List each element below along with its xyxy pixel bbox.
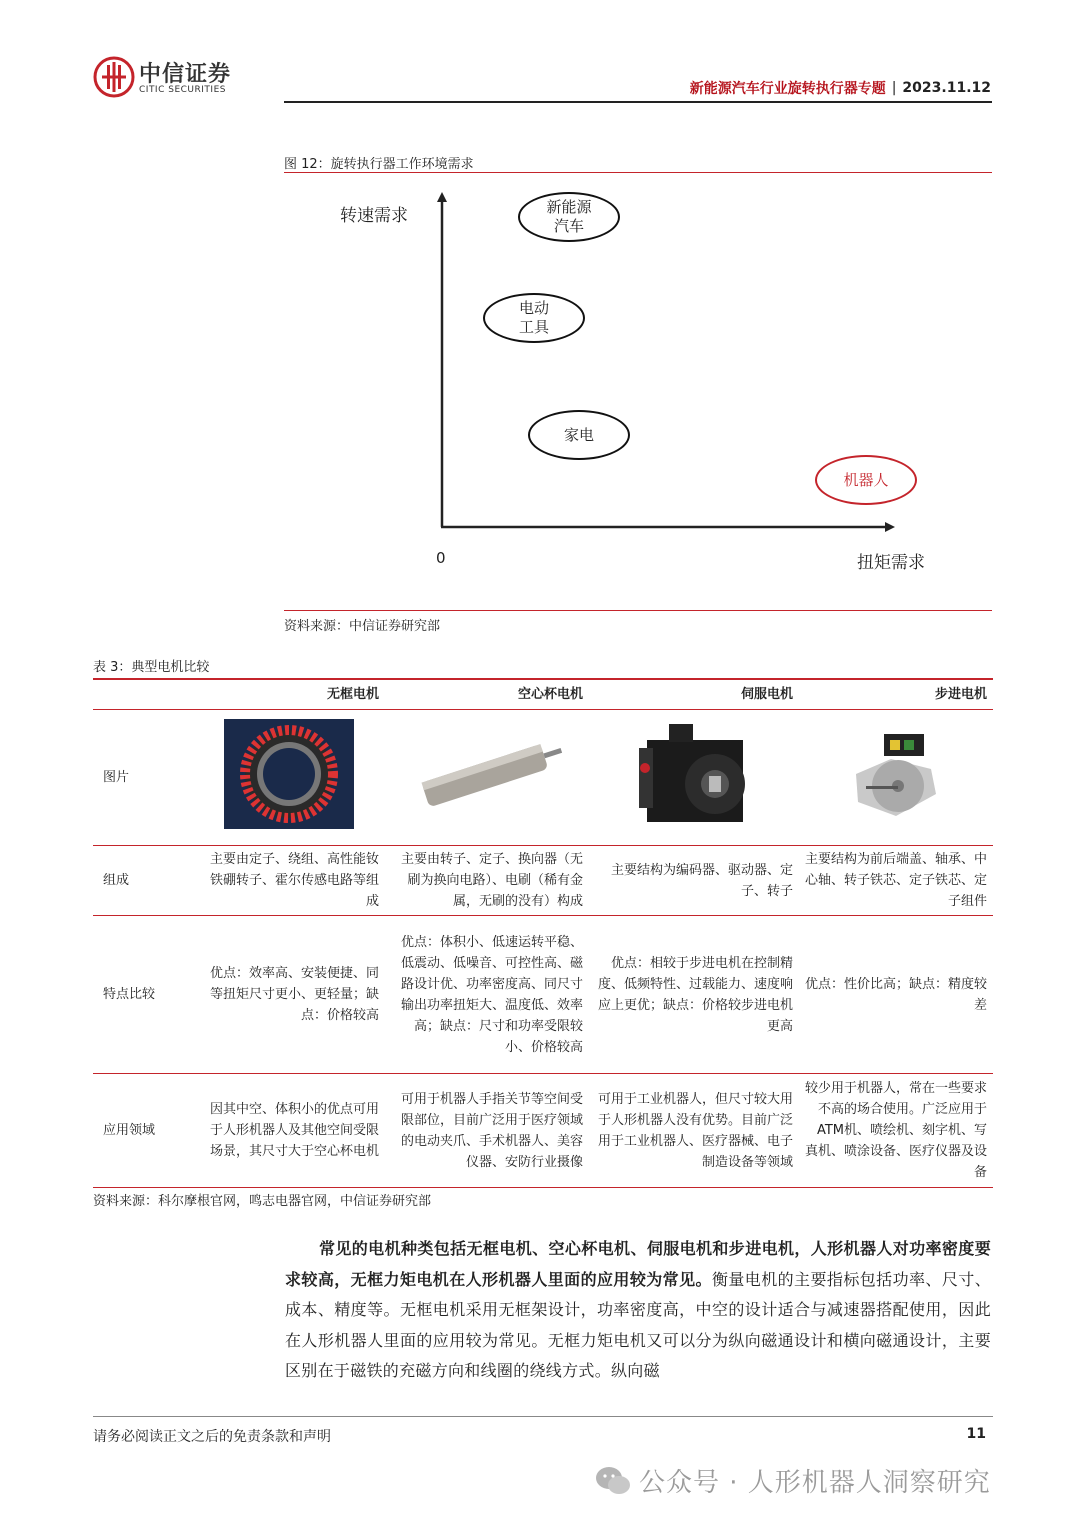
watermark (595, 1462, 991, 1499)
motor-comparison-table (93, 678, 993, 1188)
x-axis-label: 扭矩需求 (857, 553, 925, 573)
table-cell: 优点：相较于步进电机在控制精度、低频特性、过载能力、速度响应上更优；缺点：价格较步进电机更高 (589, 916, 799, 1074)
table-cell: 优点：效率高、安装便捷、同等扭矩尺寸更小、更轻量；缺点：价格较高 (193, 916, 385, 1074)
table-cell: 可用于工业机器人，但尺寸较大用于人形机器人没有优势。目前广泛用于工业机器人、医疗器械、电子制造设备等领域 (589, 1074, 799, 1188)
header-blank (93, 679, 193, 710)
table-cell: 主要由定子、绕组、高性能钕铁硼转子、霍尔传感电路等组成 (193, 846, 385, 916)
header-separator: | (891, 80, 897, 96)
frameless-motor-image (224, 719, 354, 829)
table-row-applications (93, 1074, 993, 1188)
table-cell: 优点：体积小、低速运转平稳、低震动、低噪音、可控性高、磁路设计优、功率密度高、同尺寸输出功率扭矩大、温度低、效率高；缺点：尺寸和功率受限较小、价格较高 (385, 916, 589, 1074)
y-axis-arrow-icon (437, 192, 447, 202)
table-cell: 较少用于机器人，常在一些要求不高的场合使用。广泛应用于ATM机、喷绘机、刻字机、写真机、喷涂设备、医疗仪器及设备 (799, 1074, 993, 1188)
bubble-robot: 机器人 (815, 455, 917, 505)
table-caption: 表 3：典型电机比较 (93, 660, 210, 675)
cell-image (799, 710, 993, 846)
report-date: 2023.11.12 (902, 80, 991, 96)
bubble-new-energy-vehicle: 新能源 汽车 (518, 192, 620, 242)
y-axis-label: 转速需求 (340, 206, 408, 226)
servo-motor-image (629, 718, 759, 830)
body-paragraph (285, 1234, 991, 1387)
table-source: 资料来源：科尔摩根官网，鸣志电器官网，中信证券研究部 (93, 1194, 432, 1209)
report-title: 新能源汽车行业旋转执行器专题 (689, 81, 886, 97)
x-axis-arrow-icon (885, 522, 895, 532)
header-frameless: 无框电机 (193, 679, 385, 710)
header-servo: 伺服电机 (589, 679, 799, 710)
brand-name-en: CITIC SECURITIES (139, 85, 226, 95)
footer-disclaimer: 请务必阅读正文之后的免责条款和声明 (93, 1429, 331, 1445)
figure-top-rule (284, 172, 992, 173)
brand-name-cn: 中信证券 (139, 62, 232, 87)
origin-label: 0 (436, 549, 446, 567)
watermark-text: 公众号 · 人形机器人洞察研究 (639, 1468, 991, 1498)
table-row-composition (93, 846, 993, 916)
report-header (690, 78, 991, 98)
table-header-row (93, 679, 993, 710)
stepper-motor-image (836, 724, 956, 824)
table-cell: 主要由转子、定子、换向器（无刷为换向电路）、电刷（稀有金属，无刷的没有）构成 (385, 846, 589, 916)
row-label: 应用领域 (93, 1074, 193, 1188)
row-label: 图片 (93, 710, 193, 846)
header-coreless: 空心杯电机 (385, 679, 589, 710)
cell-image (385, 710, 589, 846)
row-label: 特点比较 (93, 916, 193, 1074)
row-label: 组成 (93, 846, 193, 916)
table-cell: 主要结构为前后端盖、轴承、中心轴、转子铁芯、定子铁芯、定子组件 (799, 846, 993, 916)
body-normal-text: 衡量电机的主要指标包括功率、尺寸、成本、精度等。无框电机采用无框架设计，功率密度高，中空的设计适合与减速器搭配使用，因此在人形机器人里面的应用较为常见。无框力矩电机又可以分为纵向磁通设计和横向磁通设计，主要区别在于磁铁的充磁方向和线圈的绕线方式。纵向磁 (285, 1269, 991, 1380)
table-cell: 优点：性价比高；缺点：精度较差 (799, 916, 993, 1074)
figure-caption: 图 12：旋转执行器工作环境需求 (284, 157, 474, 172)
header-rule (284, 101, 992, 103)
wechat-icon (595, 1465, 631, 1497)
table-row-image (93, 710, 993, 846)
page-number: 11 (966, 1426, 986, 1442)
body-bold-text: 常见的电机种类包括无框电机、空心杯电机、伺服电机和步进电机，人形机器人对功率密度要求较高，无框力矩电机在人形机器人里面的应用较为常见。 (285, 1239, 991, 1289)
table-cell: 因其中空、体积小的优点可用于人形机器人及其他空间受限场景，其尺寸大于空心杯电机 (193, 1074, 385, 1188)
table-cell: 主要结构为编码器、驱动器、定子、转子 (589, 846, 799, 916)
table-cell: 可用于机器人手指关节等空间受限部位，目前广泛用于医疗领域的电动夹爪、手术机器人、美容仪器、安防行业摄像 (385, 1074, 589, 1188)
header-stepper: 步进电机 (799, 679, 993, 710)
cell-image (193, 710, 385, 846)
bubble-power-tools: 电动 工具 (483, 293, 585, 343)
table-row-features (93, 916, 993, 1074)
brand-logo (93, 56, 243, 100)
figure-bottom-rule (284, 610, 992, 611)
cell-image (589, 710, 799, 846)
bubble-home-appliance: 家电 (528, 410, 630, 460)
citic-logo-icon (93, 56, 135, 98)
footer-rule (93, 1416, 993, 1417)
coreless-motor-image (402, 734, 572, 814)
figure-source: 资料来源：中信证券研究部 (284, 619, 441, 634)
